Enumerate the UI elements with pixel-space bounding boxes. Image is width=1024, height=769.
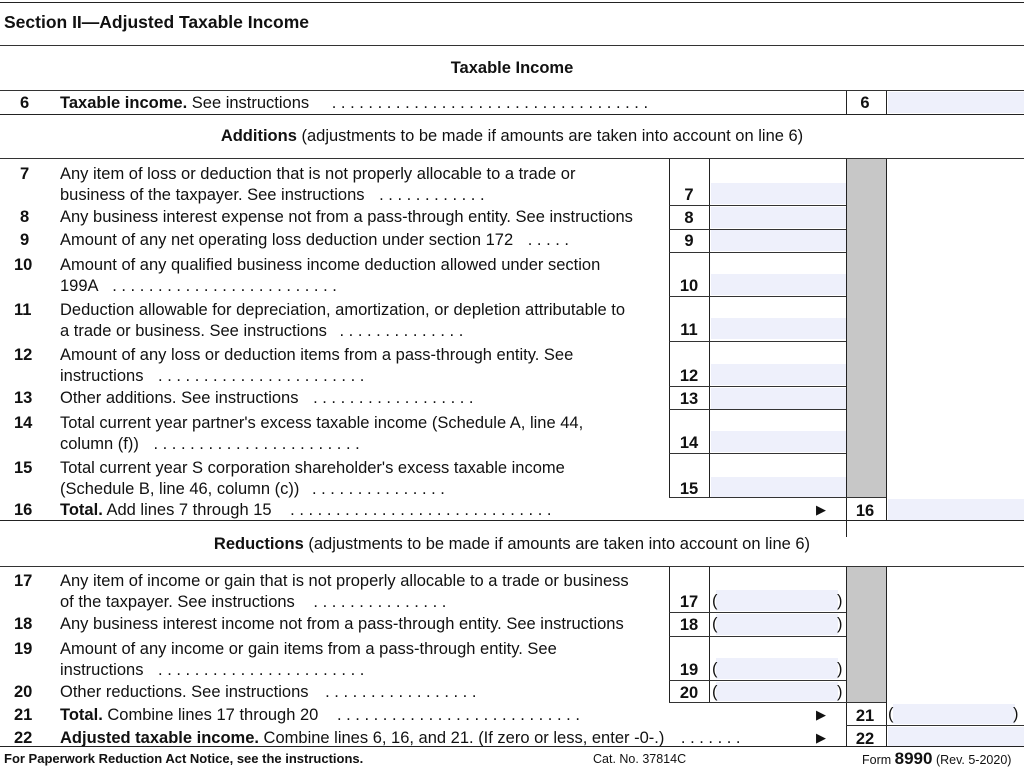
line-number: 15 [14, 459, 33, 477]
line-10-description [60, 255, 658, 297]
amount-input-12[interactable] [711, 364, 846, 385]
divider [669, 453, 846, 454]
amount-input-7[interactable] [711, 183, 846, 204]
box-label-10: 10 [679, 277, 699, 295]
line-text: column (f)) [60, 435, 139, 453]
amount-input-21[interactable] [893, 704, 1015, 724]
catalog-number: Cat. No. 37814C [593, 752, 687, 766]
line-label-bold: Total. [60, 706, 103, 724]
leader-dots: . . . . . . . . . . . . . . . . . . . . . . . . . . . . . . . . . . . [331, 94, 649, 112]
divider [669, 636, 846, 637]
box-label-11: 11 [680, 321, 698, 339]
additions-heading [0, 127, 1024, 146]
line-number: 8 [20, 208, 30, 226]
leader-dots: . . . . . . . . . . . . . . . . . . [313, 389, 474, 407]
open-paren: ( [712, 660, 718, 678]
divider [669, 702, 886, 703]
shaded-column [847, 159, 886, 497]
divider [669, 252, 846, 253]
form-bottom-rule [0, 746, 1024, 747]
arrow-icon: ▶ [816, 707, 826, 722]
line-text: Amount of any income or gain items from a pass-through entity. See [60, 640, 557, 658]
line-text: Amount of any loss or deduction items from a pass-through entity. See [60, 346, 574, 364]
line-text: 199A [60, 277, 98, 295]
line-12-description [60, 345, 658, 387]
line-text: Any item of loss or deduction that is not properly allocable to a trade or [60, 165, 576, 183]
reductions-heading [0, 535, 1024, 554]
shaded-column [847, 567, 886, 702]
close-paren: ) [837, 592, 843, 610]
line-13-description [60, 388, 658, 409]
leader-dots: . . . . . . . . . . . . . . . . . . . . . . . [153, 435, 360, 453]
line-label: Add lines 7 through 15 [102, 501, 272, 519]
divider [846, 159, 847, 537]
line-9-description [60, 230, 658, 251]
form-label: Form [862, 753, 895, 767]
line-text: Amount of any qualified business income deduction allowed under section [60, 256, 601, 274]
line-18-description: Any business interest income not from a pass-through entity. See instructions [60, 615, 624, 633]
box-label-14: 14 [679, 434, 699, 452]
divider [669, 409, 846, 410]
close-paren: ) [1013, 705, 1019, 723]
line-number: 12 [14, 346, 33, 364]
form-identifier [862, 749, 1011, 769]
reductions-title: Reductions [213, 535, 304, 553]
leader-dots: . . . . . . . . . . . . . . . . . . . . . . . [158, 367, 365, 385]
line-11-description [60, 300, 658, 342]
line-number: 7 [20, 165, 30, 183]
taxable-income-heading: Taxable Income [450, 59, 574, 77]
line-16-description [60, 500, 820, 521]
leader-dots: . . . . . . . . . . . . . . . [313, 593, 447, 611]
line-20-description [60, 682, 658, 703]
rule-16-bottom [0, 520, 1024, 521]
close-paren: ) [837, 660, 843, 678]
divider [669, 497, 886, 498]
line-label: Combine lines 17 through 20 [102, 706, 319, 724]
line-label-bold: Taxable income. [60, 94, 188, 112]
box-label-19: 19 [679, 661, 699, 679]
leader-dots: . . . . . . . . . . . . [379, 186, 485, 204]
paperwork-notice: For Paperwork Reduction Act Notice, see the instructions. [4, 751, 364, 766]
line-text: Total current year S corporation shareholder's excess taxable income [60, 459, 565, 477]
leader-dots: . . . . . . . . . . . . . . . . . . . . . . . . . [112, 277, 337, 295]
line-7-description [60, 164, 658, 206]
line-number: 6 [20, 94, 30, 112]
box-label-20: 20 [679, 684, 699, 702]
open-paren: ( [888, 705, 894, 723]
box-label-22: 22 [855, 730, 875, 748]
divider [669, 341, 846, 342]
divider [886, 567, 887, 702]
line-text: Total current year partner's excess taxable income (Schedule A, line 44, [60, 414, 584, 432]
line-number: 16 [14, 501, 33, 519]
line-text: (Schedule B, line 46, column (c)) [60, 480, 300, 498]
line-text: of the taxpayer. See instructions [60, 593, 295, 611]
line-label-bold: Total. [60, 501, 103, 519]
line-label: Combine lines 6, 16, and 21. (If zero or less, enter -0-.) [258, 729, 665, 747]
form-revision: (Rev. 5-2020) [932, 753, 1012, 767]
line-text: instructions [60, 661, 144, 679]
line-number: 9 [20, 231, 30, 249]
divider [669, 612, 846, 613]
line-text: business of the taxpayer. See instructions [60, 186, 365, 204]
line-number: 17 [14, 572, 33, 590]
box-label-18: 18 [679, 616, 699, 634]
arrow-icon: ▶ [816, 502, 826, 517]
close-paren: ) [837, 683, 843, 701]
line-19-description [60, 639, 658, 681]
line-text: Any item of income or gain that is not properly allocable to a trade or business [60, 572, 629, 590]
line-15-description [60, 458, 658, 500]
form-number: 8990 [894, 749, 933, 768]
divider [886, 159, 887, 497]
divider [846, 725, 1024, 726]
leader-dots: . . . . . . . . . . . . . . . [311, 480, 445, 498]
amount-input-6[interactable] [888, 92, 1024, 113]
amount-input-20[interactable] [716, 682, 838, 701]
additions-title: Additions [220, 127, 297, 145]
close-paren: ) [837, 615, 843, 633]
amount-input-10[interactable] [711, 274, 846, 295]
amount-input-11[interactable] [711, 318, 846, 339]
rule-6-top [0, 90, 1024, 91]
line-number: 11 [14, 301, 32, 319]
amount-input-19[interactable] [716, 658, 838, 679]
leader-dots: . . . . . . . . . . . . . . [339, 322, 464, 340]
amount-input-8[interactable] [711, 207, 846, 228]
line-text: instructions [60, 367, 144, 385]
divider [669, 680, 846, 681]
divider [886, 91, 887, 115]
line-number: 19 [14, 640, 33, 658]
leader-dots: . . . . . . . . . . . . . . . . . . . . . . . [158, 661, 365, 679]
rule-6-bottom [0, 114, 1024, 115]
line-number: 22 [14, 729, 33, 747]
line-text: a trade or business. See instructions [60, 322, 327, 340]
box-label-17: 17 [679, 593, 699, 611]
amount-input-22[interactable] [888, 727, 1024, 746]
leader-dots: . . . . . . . [680, 729, 741, 747]
box-label-6: 6 [860, 94, 870, 112]
line-8-description: Any business interest expense not from a pass-through entity. See instructions [60, 208, 633, 226]
box-label-7: 7 [684, 186, 694, 204]
amount-input-9[interactable] [711, 230, 846, 251]
leader-dots: . . . . . [527, 231, 569, 249]
leader-dots: . . . . . . . . . . . . . . . . . [325, 683, 477, 701]
line-number: 13 [14, 389, 33, 407]
divider [669, 205, 846, 206]
line-text: Amount of any net operating loss deduction under section 172 [60, 231, 514, 249]
line-14-description [60, 413, 658, 455]
divider [886, 497, 887, 521]
line-text: Other reductions. See instructions [60, 683, 309, 701]
arrow-icon: ▶ [816, 730, 826, 745]
line-number: 10 [14, 256, 33, 274]
box-label-15: 15 [679, 480, 699, 498]
box-label-8: 8 [684, 209, 694, 227]
additions-note: (adjustments to be made if amounts are taken into account on line 6) [296, 127, 804, 145]
amount-input-18[interactable] [716, 614, 838, 635]
open-paren: ( [712, 683, 718, 701]
amount-input-14[interactable] [711, 431, 846, 452]
line-21-description [60, 705, 820, 726]
line-17-description [60, 571, 660, 613]
divider [846, 91, 847, 115]
line-description [60, 93, 820, 114]
top-rule [0, 2, 1024, 3]
divider [669, 296, 846, 297]
section-rule [0, 45, 1024, 46]
divider [709, 567, 710, 702]
box-label-13: 13 [679, 390, 699, 408]
line-label: See instructions [187, 94, 310, 112]
box-label-9: 9 [684, 232, 694, 250]
line-number: 18 [14, 615, 33, 633]
open-paren: ( [712, 615, 718, 633]
box-label-16: 16 [855, 502, 875, 520]
line-text: Deduction allowable for depreciation, amortization, or depletion attributable to [60, 301, 626, 319]
divider [709, 159, 710, 497]
amount-input-13[interactable] [711, 388, 846, 409]
line-number: 21 [14, 706, 33, 724]
amount-input-16[interactable] [888, 499, 1024, 520]
line-label-bold: Adjusted taxable income. [60, 729, 259, 747]
line-text: Other additions. See instructions [60, 389, 299, 407]
line-number: 14 [14, 414, 33, 432]
section-title: Section II—Adjusted Taxable Income [4, 12, 310, 32]
reductions-note: (adjustments to be made if amounts are taken into account on line 6) [303, 535, 811, 553]
open-paren: ( [712, 592, 718, 610]
amount-input-17[interactable] [716, 590, 838, 611]
box-label-12: 12 [679, 367, 699, 385]
divider [669, 386, 846, 387]
leader-dots: . . . . . . . . . . . . . . . . . . . . . . . . . . . [336, 706, 580, 724]
line-number: 20 [14, 683, 33, 701]
box-label-21: 21 [855, 707, 875, 725]
amount-input-15[interactable] [711, 477, 846, 498]
leader-dots: . . . . . . . . . . . . . . . . . . . . . . . . . . . . . [290, 501, 552, 519]
